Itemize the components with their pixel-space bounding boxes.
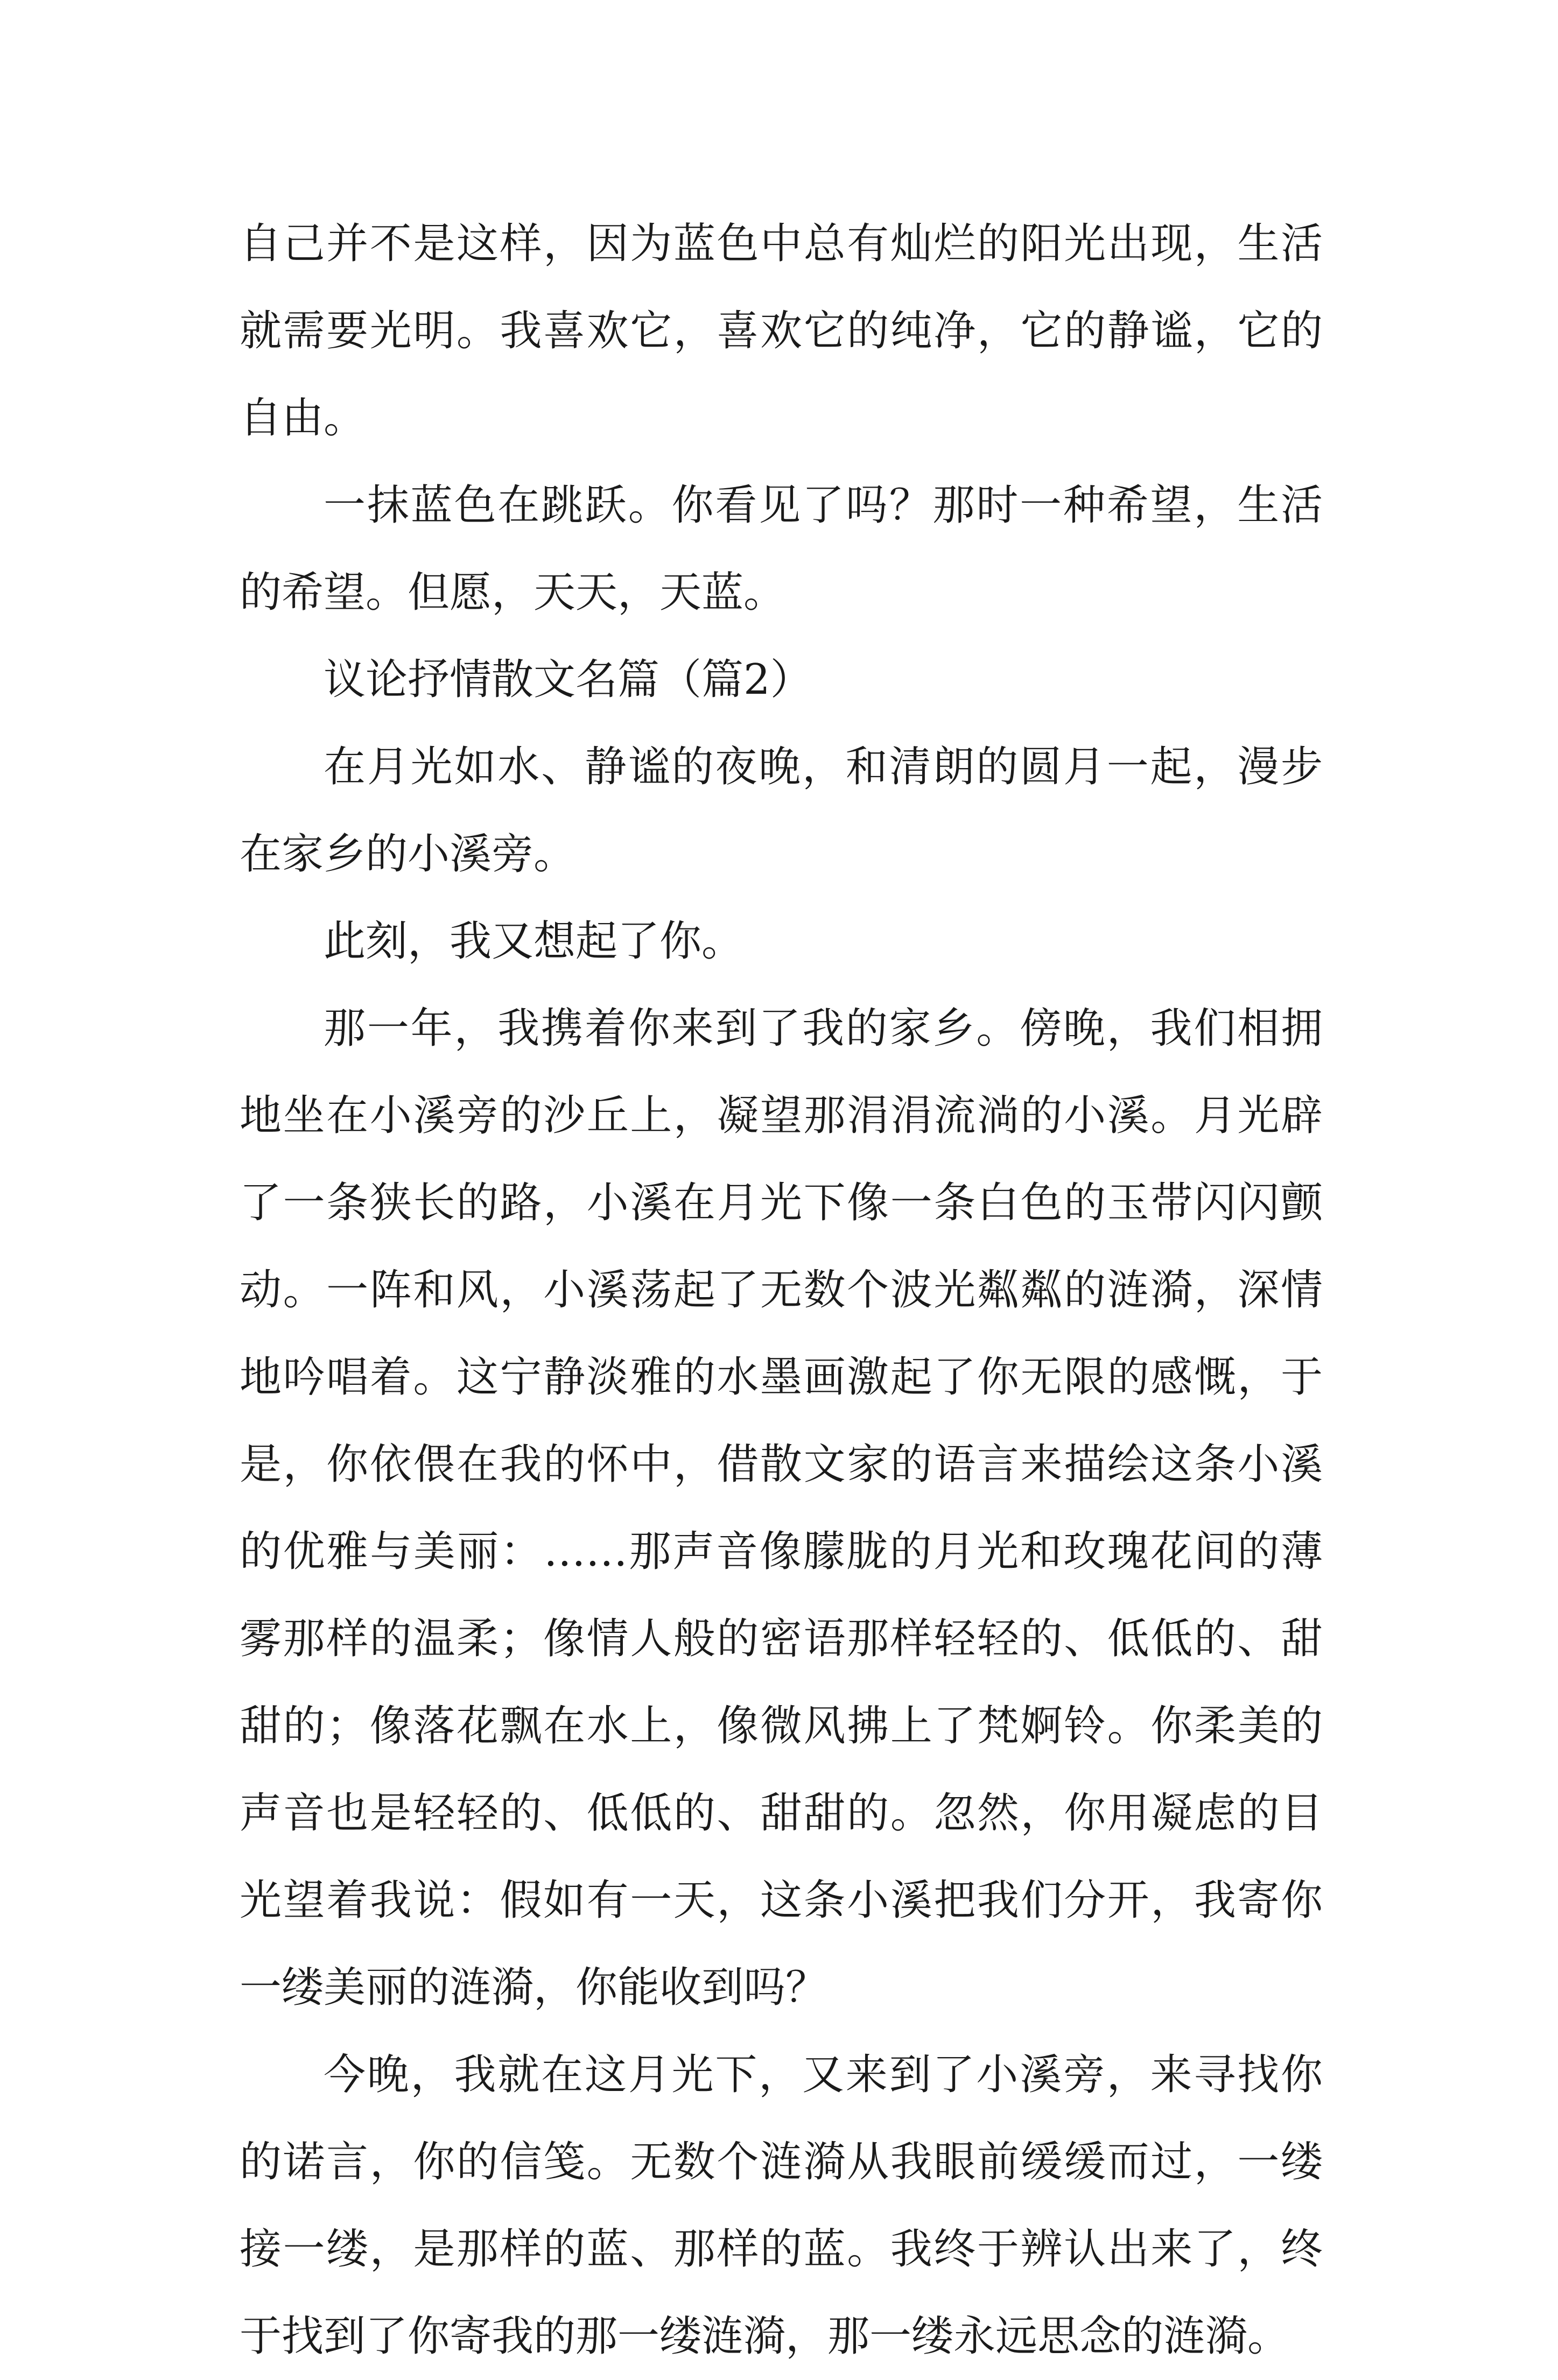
paragraph-continued: 自己并不是这样，因为蓝色中总有灿烂的阳光出现，生活就需要光明。我喜欢它，喜欢它的纯净，它的静谧，它的自由。: [240, 220, 1323, 442]
paragraph: 今晚，我就在这月光下，又来到了小溪旁，来寻找你的诺言，你的信笺。无数个涟漪从我眼前缓缓而过，一缕接一缕，是那样的蓝、那样的蓝。我终于辨认出来了，终于找到了你寄我的那一缕涟漪，那一缕永远思念的涟漪。: [240, 2051, 1323, 2361]
paragraph: 此刻，我又想起了你。: [324, 917, 744, 966]
paragraph: 在月光如水、静谧的夜晚，和清朗的圆月一起，漫步在家乡的小溪旁。: [240, 743, 1323, 878]
paragraph: 一抹蓝色在跳跃。你看见了吗？那时一种希望，生活的希望。但愿，天天，天蓝。: [240, 481, 1323, 617]
paragraph: 那一年，我携着你来到了我的家乡。傍晚，我们相拥地坐在小溪旁的沙丘上，凝望那涓涓流淌的小溪。月光辟了一条狭长的路，小溪在月光下像一条白色的玉带闪闪颤动。一阵和风，小溪荡起了无数个波光粼粼的涟漪，深情地吟唱着。这宁静淡雅的水墨画激起了你无限的感慨，于是，你依偎在我的怀中，借散文家的语言来描绘这条小溪的优雅与美丽：……那声音像朦胧的月光和玫瑰花间的薄雾那样的温柔；像情人般的密语那样轻轻的、低低的、甜甜的；像落花飘在水上，像微风拂上了梵婀铃。你柔美的声音也是轻轻的、低低的、甜甜的。忽然，你用凝虑的目光望着我说：假如有一天，这条小溪把我们分开，我寄你一缕美丽的涟漪，你能收到吗？: [240, 1004, 1323, 2012]
document-body: [240, 200, 1323, 2380]
section-heading: 议论抒情散文名篇（篇2）: [324, 656, 812, 704]
